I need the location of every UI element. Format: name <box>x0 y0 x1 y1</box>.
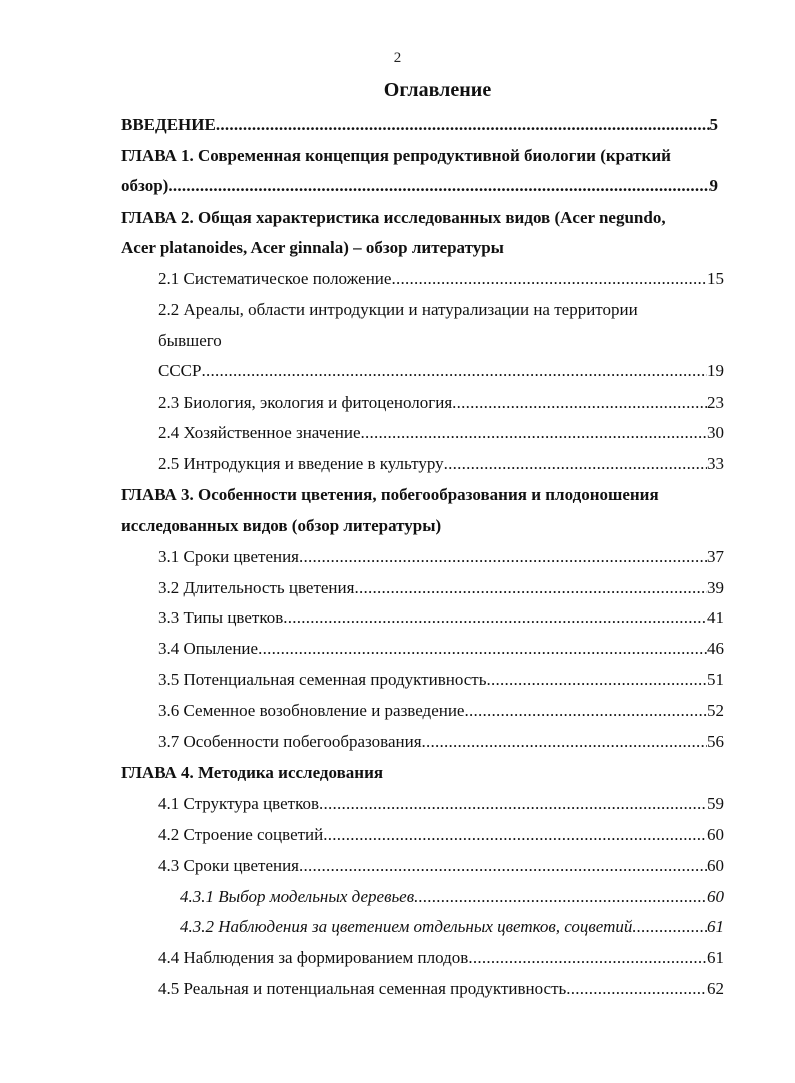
toc-entry[interactable]: 4.1 Структура цветков . . . 59 <box>158 793 724 815</box>
toc-entry[interactable]: 3.4 Опыление . . . 46 <box>158 638 724 660</box>
toc-entry[interactable]: СССР . . . 19 <box>158 360 724 382</box>
toc-entry[interactable]: ГЛАВА 4. Методика исследования <box>121 763 384 782</box>
toc-entry[interactable]: исследованных видов (обзор литературы) <box>121 516 442 535</box>
toc-entry[interactable]: 2.2 Ареалы, области интродукции и натурализации на территории <box>158 300 638 319</box>
toc-entry[interactable]: 2.4 Хозяйственное значение . . . 30 <box>158 422 724 444</box>
toc-title: Оглавление <box>383 79 492 101</box>
toc-entry[interactable]: 2.1 Систематическое положение . . . 15 <box>158 268 724 290</box>
page-number: 2 <box>393 50 402 66</box>
toc-entry[interactable]: 4.3.2 Наблюдения за цветением отдельных цветков, соцветий . . . 61 <box>180 916 724 938</box>
toc-entry[interactable]: 4.2 Строение соцветий . . . 60 <box>158 824 724 846</box>
toc-entry[interactable]: 3.3 Типы цветков . . . 41 <box>158 607 724 629</box>
toc-entry[interactable]: 4.5 Реальная и потенциальная семенная продуктивность . . . 62 <box>158 978 724 1000</box>
toc-entry[interactable]: 3.1 Сроки цветения . . . 37 <box>158 546 724 568</box>
toc-entry[interactable]: 4.3 Сроки цветения . . . 60 <box>158 855 724 877</box>
toc-entry[interactable]: ГЛАВА 2. Общая характеристика исследованных видов (Acer negundo, <box>121 208 666 227</box>
toc-entry[interactable]: ВВЕДЕНИЕ . . . 5 <box>121 114 718 136</box>
toc-entry[interactable]: бывшего <box>158 331 222 350</box>
toc-entry[interactable]: ГЛАВА 3. Особенности цветения, побегообразования и плодоношения <box>121 485 659 504</box>
toc-entry[interactable]: 2.5 Интродукция и введение в культуру . . . 33 <box>158 453 724 475</box>
toc-entry[interactable]: 2.3 Биология, экология и фитоценология . . . 23 <box>158 392 724 414</box>
toc-entry[interactable]: ГЛАВА 1. Современная концепция репродуктивной биологии (краткий <box>121 146 671 165</box>
toc-entry[interactable]: 3.2 Длительность цветения . . . 39 <box>158 577 724 599</box>
toc-entry[interactable]: Acer platanoides, Acer ginnala) – обзор литературы <box>121 238 504 257</box>
toc-entry[interactable]: 4.4 Наблюдения за формированием плодов . . . 61 <box>158 947 724 969</box>
toc-entry[interactable]: 4.3.1 Выбор модельных деревьев . . . 60 <box>180 886 724 908</box>
toc-entry[interactable]: 3.5 Потенциальная семенная продуктивность . . . 51 <box>158 669 724 691</box>
toc-entry[interactable]: обзор) . . . 9 <box>121 175 718 197</box>
toc-entry[interactable]: 3.6 Семенное возобновление и разведение . . . 52 <box>158 700 724 722</box>
toc-entry[interactable]: 3.7 Особенности побегообразования . . . 56 <box>158 731 724 753</box>
